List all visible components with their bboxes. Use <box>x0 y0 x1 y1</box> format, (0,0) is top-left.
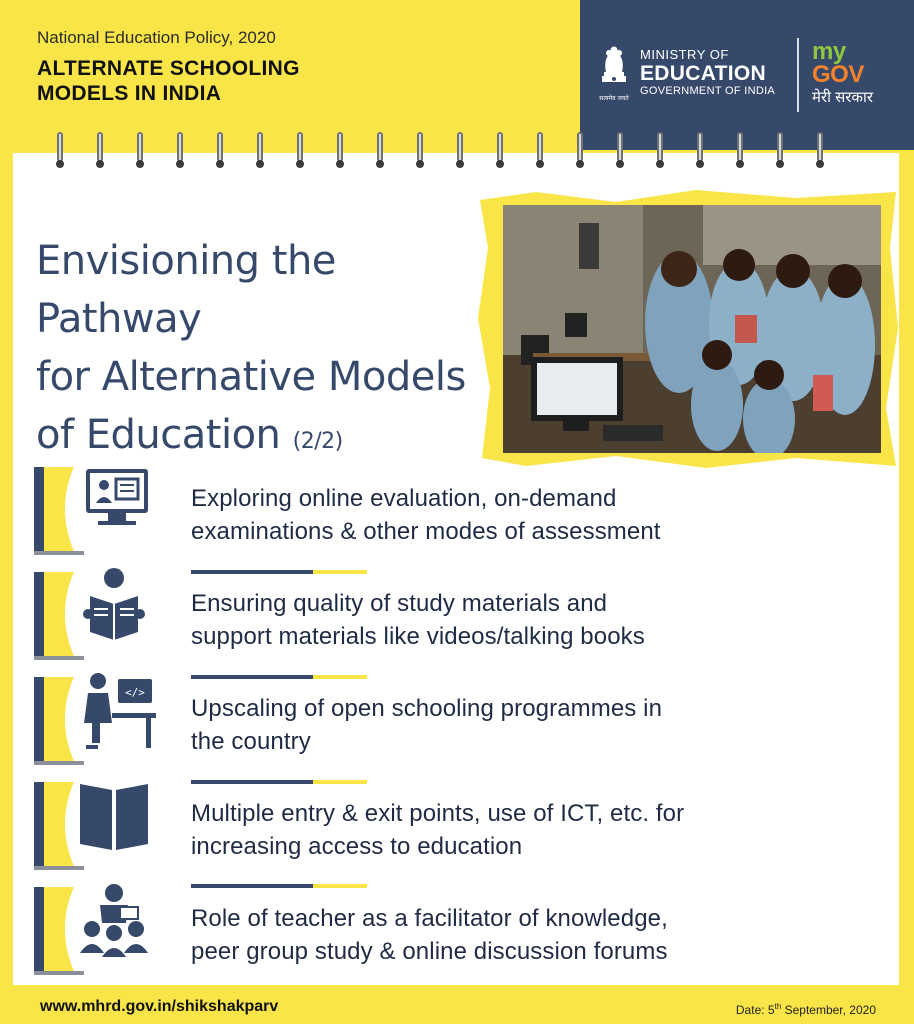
item-separator <box>191 884 367 888</box>
main-title-line3-text: of Education <box>36 412 281 458</box>
person-at-computer-book-icon <box>34 673 194 765</box>
spiral-ring <box>336 132 344 168</box>
spiral-ring <box>696 132 704 168</box>
spiral-ring <box>816 132 824 168</box>
ministry-line3: GOVERNMENT OF INDIA <box>640 85 776 97</box>
main-title-line1: Envisioning the Pathway <box>36 238 336 342</box>
list-item-line1: Upscaling of open schooling programmes in <box>191 695 663 722</box>
footer-url[interactable]: www.mhrd.gov.in/shikshakparv <box>40 998 279 1015</box>
open-book-book-icon <box>34 778 194 870</box>
list-item-line2: examinations & other modes of assessment <box>191 518 661 545</box>
list-item-line1: Exploring online evaluation, on-demand <box>191 485 617 512</box>
teacher-group-book-icon <box>34 883 194 975</box>
footer-date-suffix: September, 2020 <box>781 1003 876 1017</box>
mygov-logo <box>812 40 873 108</box>
national-emblem-icon <box>594 42 634 106</box>
list-item <box>0 778 914 878</box>
footer-date-prefix: Date: 5 <box>735 1003 775 1017</box>
list-item-text <box>191 902 668 968</box>
policy-line: National Education Policy, 2020 <box>37 28 276 47</box>
list-item <box>0 463 914 563</box>
svg-text:</>: </> <box>125 686 145 699</box>
logo-divider <box>797 38 799 112</box>
footer-date <box>736 1002 876 1017</box>
spiral-ring <box>576 132 584 168</box>
series-title-line2: MODELS IN INDIA <box>37 82 222 105</box>
item-separator <box>191 675 367 679</box>
list-item-line2: support materials like videos/talking books <box>191 623 645 650</box>
separator-yellow <box>313 675 367 679</box>
spiral-ring <box>616 132 624 168</box>
spiral-ring <box>536 132 544 168</box>
spiral-ring <box>96 132 104 168</box>
separator-navy <box>191 884 313 888</box>
mygov-my: my <box>812 38 846 65</box>
spiral-ring <box>56 132 64 168</box>
spiral-ring <box>296 132 304 168</box>
item-separator <box>191 780 367 784</box>
mygov-hindi: मेरी सरकार <box>812 89 873 106</box>
spiral-ring <box>416 132 424 168</box>
spiral-ring <box>136 132 144 168</box>
separator-yellow <box>313 780 367 784</box>
list-item-line1: Ensuring quality of study materials and <box>191 590 608 617</box>
spiral-ring <box>776 132 784 168</box>
list-item-line1: Role of teacher as a facilitator of knowledge, <box>191 905 668 932</box>
mygov-gov: GOV <box>812 61 864 88</box>
main-title-suffix: (2/2) <box>292 429 343 454</box>
list-item-line2: the country <box>191 728 311 755</box>
ministry-line2: EDUCATION <box>640 62 766 85</box>
item-separator <box>191 570 367 574</box>
separator-yellow <box>313 884 367 888</box>
list-item <box>0 673 914 773</box>
list-item-line1: Multiple entry & exit points, use of ICT, etc. for <box>191 800 685 827</box>
separator-navy <box>191 780 313 784</box>
emblem-motto: सत्यमेव जयते <box>599 95 629 102</box>
list-item-text <box>191 692 662 758</box>
list-item <box>0 883 914 983</box>
series-title-line1: ALTERNATE SCHOOLING <box>37 57 300 80</box>
main-title-line2: for Alternative Models <box>36 354 466 400</box>
list-item-line2: peer group study & online discussion forums <box>191 938 668 965</box>
spiral-ring <box>256 132 264 168</box>
separator-navy <box>191 570 313 574</box>
ministry-line1: MINISTRY OF <box>640 47 729 62</box>
list-item-text <box>191 587 645 653</box>
series-title <box>37 56 300 106</box>
list-item-text <box>191 482 661 548</box>
list-item <box>0 568 914 668</box>
list-item-line2: increasing access to education <box>191 833 523 860</box>
spiral-ring <box>376 132 384 168</box>
classroom-photo <box>503 205 881 453</box>
spiral-ring <box>736 132 744 168</box>
spiral-ring <box>656 132 664 168</box>
ministry-logo-text <box>640 47 775 98</box>
spiral-ring <box>176 132 184 168</box>
main-title <box>36 232 486 471</box>
online-exam-monitor-book-icon <box>34 463 194 555</box>
spiral-ring <box>456 132 464 168</box>
separator-yellow <box>313 570 367 574</box>
separator-navy <box>191 675 313 679</box>
spiral-binding <box>0 128 914 172</box>
list-item-text <box>191 797 684 863</box>
reading-person-book-icon <box>34 568 194 660</box>
spiral-ring <box>496 132 504 168</box>
spiral-ring <box>216 132 224 168</box>
main-title-line3 <box>36 406 486 471</box>
footer-date-sup: th <box>774 1002 782 1011</box>
